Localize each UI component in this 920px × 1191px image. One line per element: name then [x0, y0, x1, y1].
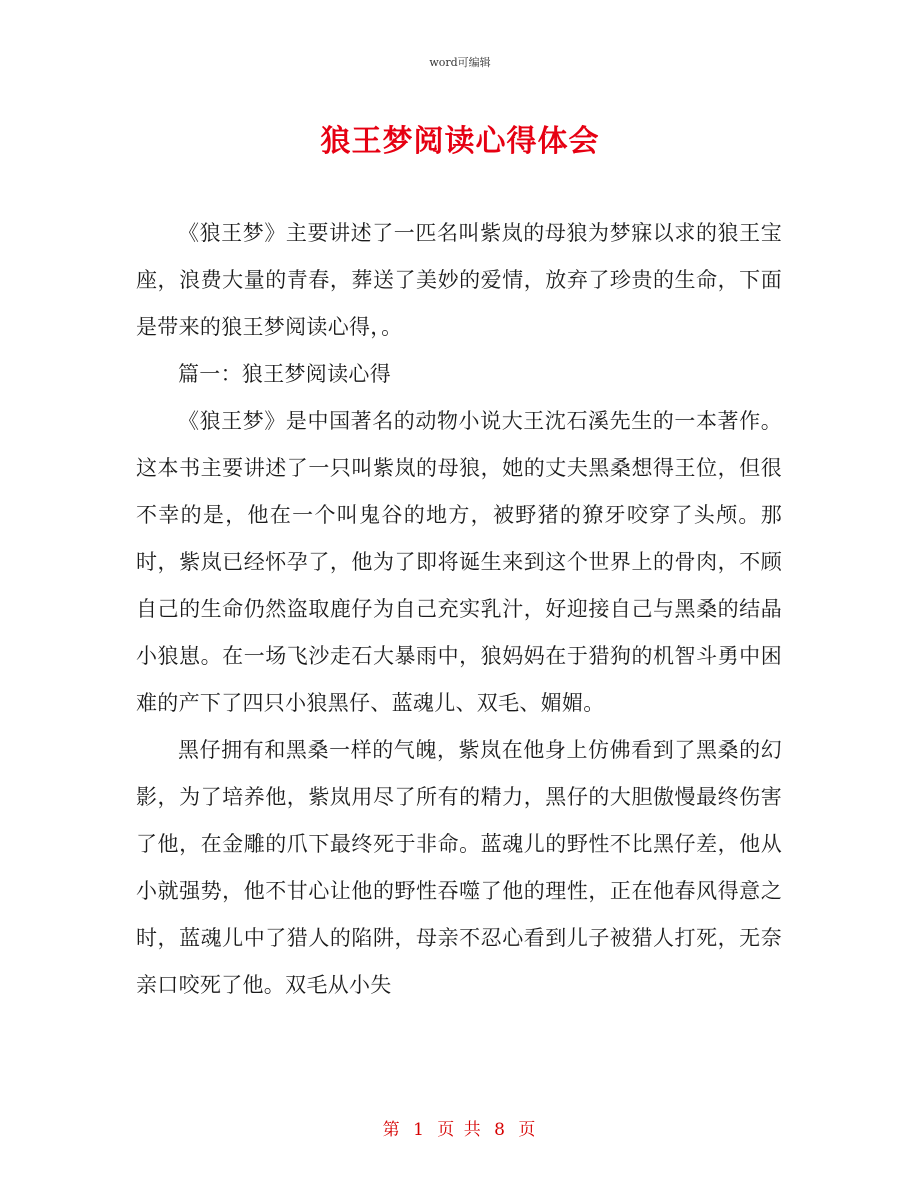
paragraph-section-heading: 篇一：狼王梦阅读心得 — [178, 362, 391, 386]
header-note: word可编辑 — [429, 56, 491, 69]
footer-mid: 页 共 — [437, 1120, 483, 1140]
paragraph-body-1: 《狼王梦》是中国著名的动物小说大王沈石溪先生的一本著作。这本书主要讲述了一只叫紫岚的母狼，她的丈夫黑桑想得王位，但很不幸的是，他在一个叫鬼谷的地方，被野猪的獠牙咬穿了头颅。那时，紫岚已经怀孕了，他为了即将诞生来到这个世界上的骨肉，不顾自己的生命仍然盗取鹿仔为自己充实乳汁，好迎接自己与黑桑的结晶小狼崽。在一场飞沙走石大暴雨中，狼妈妈在于猎狗的机智斗勇中困难的产下了四只小狼黑仔、蓝魂儿、双毛、媚媚。 — [136, 409, 782, 715]
footer-suffix: 页 — [518, 1120, 538, 1140]
paragraph-body-2: 黑仔拥有和黑桑一样的气魄，紫岚在他身上仿佛看到了黑桑的幻影，为了培养他，紫岚用尽了所有的精力，黑仔的大胆傲慢最终伤害了他，在金雕的爪下最终死于非命。蓝魂儿的野性不比黑仔差，他从小就强势，他不甘心让他的野性吞噬了他的理性，正在他春风得意之时，蓝魂儿中了猎人的陷阱，母亲不忍心看到儿子被猎人打死，无奈亲口咬死了他。双毛从小失 — [136, 738, 782, 997]
page-footer — [0, 1115, 920, 1140]
document-title: 狼王梦阅读心得体会 — [320, 124, 600, 159]
footer-prefix: 第 — [382, 1120, 402, 1140]
document-body — [136, 210, 782, 1009]
footer-page-number: 1 — [413, 1120, 426, 1140]
paragraph-intro: 《狼王梦》主要讲述了一匹名叫紫岚的母狼为梦寐以求的狼王宝座，浪费大量的青春，葬送了美妙的爱情，放弃了珍贵的生命，下面是带来的狼王梦阅读心得，。 — [136, 221, 782, 339]
footer-total-pages: 8 — [494, 1120, 507, 1140]
